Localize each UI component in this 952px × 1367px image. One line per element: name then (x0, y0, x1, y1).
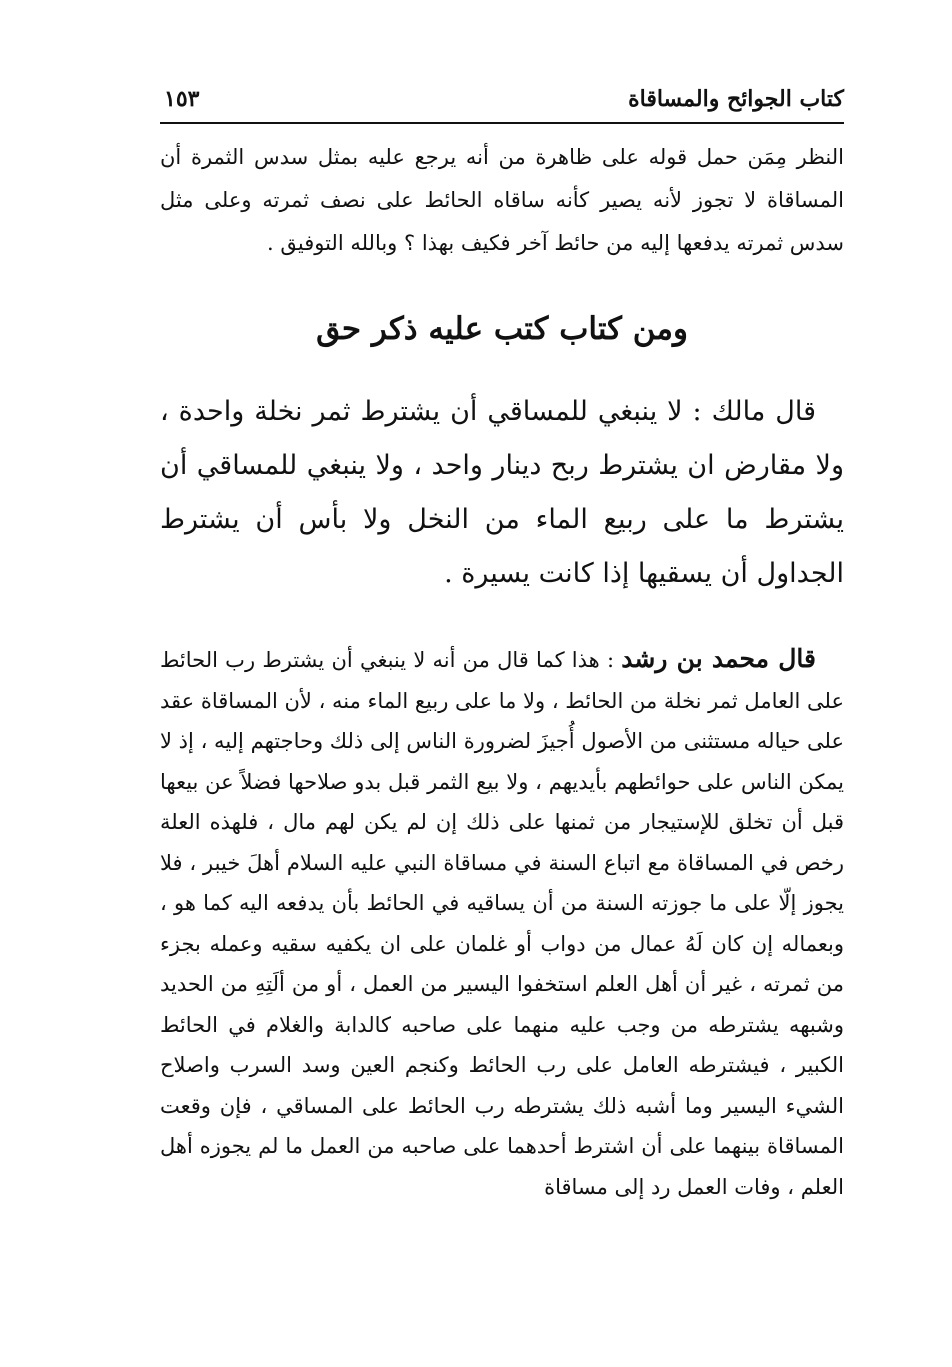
page-header (160, 84, 844, 124)
book-page (160, 84, 844, 1228)
commentary-speaker: قال محمد بن رشد (621, 644, 816, 673)
commentary-text: : هذا كما قال من أنه لا ينبغي أن يشترط رب الحائط على العامل ثمر نخلة من الحائط ، ولا ما على ربيع الماء منه ، لأن المساقاة عقد على حياله مستثنى من الأصول أُجيزَ لضرورة الناس إلى ذلك وحاجتهم إليه ، إذ لا يمكن الناس على حوائطهم بأيديهم ، ولا بيع الثمر قبل بدو صلاحها فضلاً عن بيعها قبل أن تخلق للإستيجار من ثمنها على ذلك إن لم يكن لهم مال ، فلهذه العلة رخص في المساقاة مع اتباع السنة في مساقاة النبي عليه السلام أهلَ خيبر ، فلا يجوز إلّا على ما جوزته السنة من أن يساقيه في الحائط بأن يدفعه اليه كما هو ، وبعماله إن كان لَهُ عمال من دواب أو غلمان على ان يكفيه سقيه وعمله بجزء من ثمرته ، غير أن أهل العلم استخفوا اليسير من العمل ، أو من ألَتِهِ من الحديد وشبهه يشترطه من وجب عليه منهما على صاحبه كالدابة والغلام في الحائط الكبير ، فيشترطه العامل على رب الحائط وكنجم العين وسد السرب واصلاح الشيء اليسير وما أشبه ذلك يشترطه رب الحائط على المساقي ، فإن وقعت المساقاة بينهما على أن اشترط أحدهما على صاحبه من العمل ما لم يجوزه أهل العلم ، وفات العمل رد إلى مساقاة (160, 648, 844, 1199)
intro-paragraph: النظر مِمَن حمل قوله على ظاهرة من أنه يرجع عليه بمثل سدس الثمرة أن المساقاة لا تجوز لأنه يصير كأنه ساقاه الحائط على نصف ثمرته وعلى مثل سدس ثمرته يدفعها إليه من حائط آخر فكيف بهذا ؟ وبالله التوفيق . (160, 145, 844, 255)
page-number: ١٥٣ (164, 86, 200, 112)
malik-paragraph: قال مالك : لا ينبغي للمساقي أن يشترط ثمر نخلة واحدة ، ولا مقارض ان يشترط ربح دينار واحد ، ولا ينبغي للمساقي أن يشترط ما على ربيع الماء من النخل ولا بأس أن يشترط الجداول أن يسقيها إذا كانت يسيرة . (160, 396, 844, 589)
section-heading: ومن كتاب كتب عليه ذكر حق (316, 311, 688, 347)
commentary-paragraph (160, 639, 844, 1207)
running-title: كتاب الجوائح والمساقاة (628, 86, 844, 112)
